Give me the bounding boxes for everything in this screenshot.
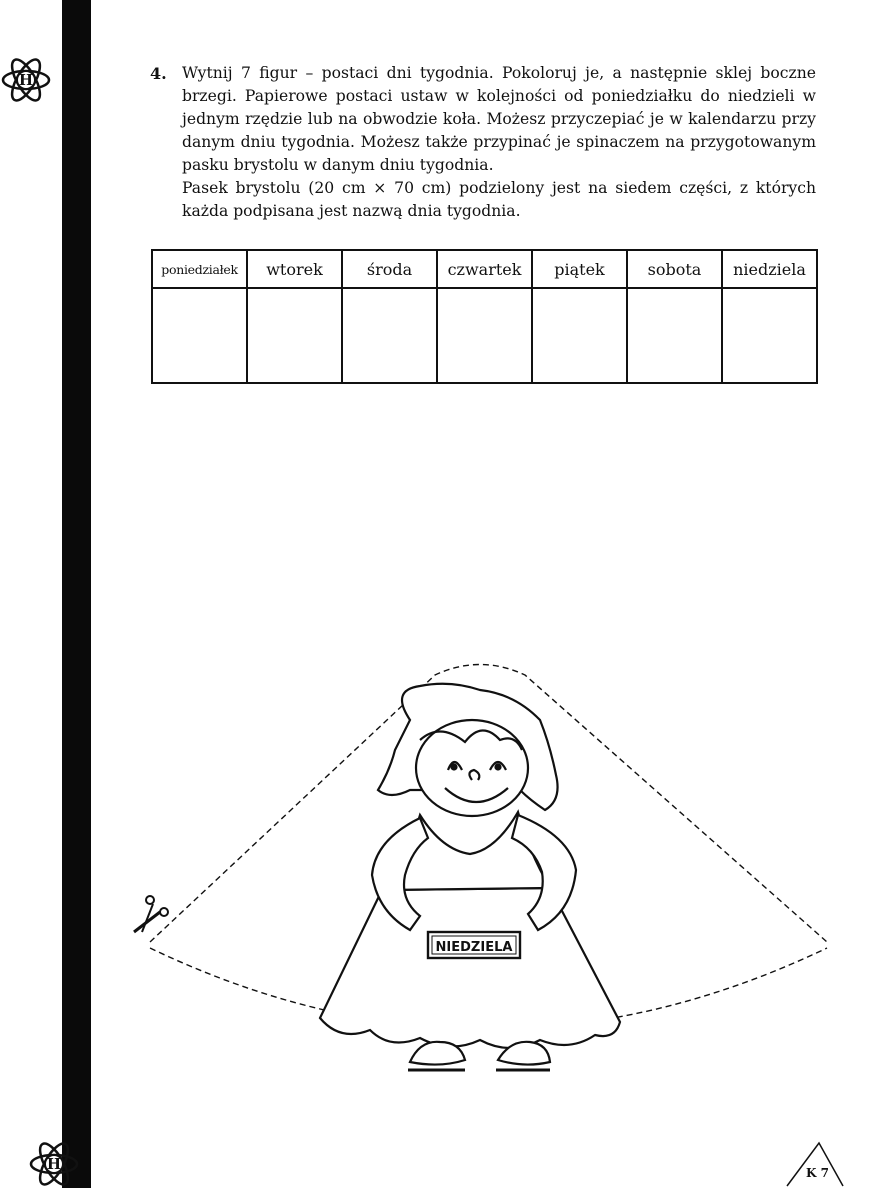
- task-4: [150, 62, 816, 223]
- day-cell-monday: [152, 288, 247, 383]
- page-code: K 7: [806, 1166, 829, 1180]
- day-cell-sunday: [722, 288, 817, 383]
- day-cell-wednesday: [342, 288, 437, 383]
- day-header-friday: piątek: [532, 250, 627, 288]
- atom-logo-icon: [28, 1138, 80, 1190]
- task-number: 4.: [150, 64, 167, 83]
- binding-bar: [62, 0, 91, 1188]
- day-header-thursday: czwartek: [437, 250, 532, 288]
- day-header-wednesday: środa: [342, 250, 437, 288]
- days-empty-row: [152, 288, 817, 383]
- day-header-sunday: niedziela: [722, 250, 817, 288]
- days-header-row: [152, 250, 817, 288]
- day-header-tuesday: wtorek: [247, 250, 342, 288]
- girl-dress: [320, 812, 620, 1048]
- day-header-saturday: sobota: [627, 250, 722, 288]
- page-corner-triangle-icon: [785, 1140, 845, 1188]
- name-sign: [428, 932, 520, 958]
- task-paragraph-2: Pasek brystolu (20 cm × 70 cm) podzielony jest na siedem części, z których każda podpisana jest nazwą dnia tygodnia.: [182, 179, 816, 220]
- task-instructions: [182, 62, 816, 223]
- days-of-week-table: [151, 249, 818, 384]
- logo-letter: H: [18, 71, 34, 89]
- logo-letter: H: [46, 1155, 62, 1173]
- day-header-monday: poniedziałek: [152, 250, 247, 288]
- day-cell-thursday: [437, 288, 532, 383]
- day-cell-tuesday: [247, 288, 342, 383]
- sign-text: NIEDZIELA: [435, 940, 513, 955]
- cutout-figure-girl: [120, 650, 840, 1090]
- girl-head: [378, 684, 558, 816]
- day-cell-friday: [532, 288, 627, 383]
- girl-shoes: [408, 1042, 550, 1070]
- task-paragraph-1: Wytnij 7 figur – postaci dni tygodnia. Pokoloruj je, a następnie sklej boczne brzegi. Papierowe postaci ustaw w kolejności od poniedziałku do niedzieli w jednym rzędzie lub na obwodzie koła. Możesz przyczepiać je w kalendarzu przy danym dniu tygodnia. Możesz także przypinać je spinaczem na przygotowanym pasku brystolu w danym dniu tygodnia.: [182, 64, 816, 174]
- atom-logo-icon: [0, 54, 52, 106]
- scissors-icon: [134, 896, 168, 932]
- day-cell-saturday: [627, 288, 722, 383]
